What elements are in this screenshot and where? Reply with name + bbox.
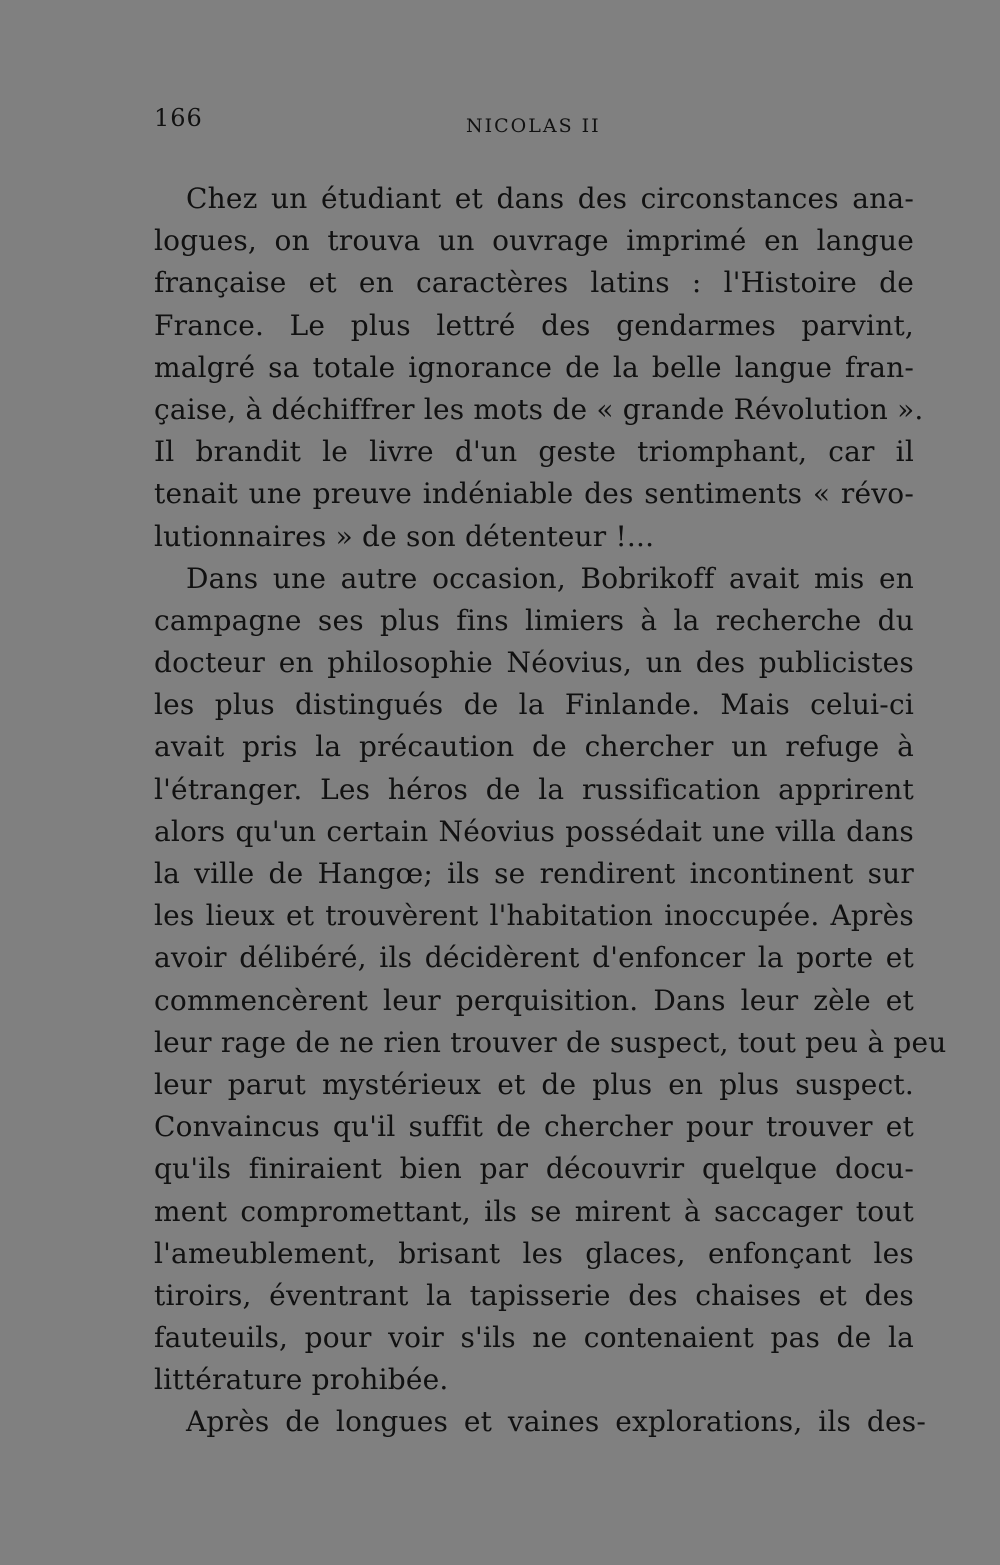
text-line: française et en caractères latins : l'Histoire de: [154, 266, 914, 300]
text-line: logues, on trouva un ouvrage imprimé en langue: [154, 224, 914, 258]
text-line: lutionnaires » de son détenteur !...: [154, 519, 655, 553]
text-line: malgré sa totale ignorance de la belle langue fran-: [154, 350, 914, 384]
text-line: commencèrent leur perquisition. Dans leur zèle et: [154, 983, 914, 1017]
text-line: l'étranger. Les héros de la russification apprirent: [154, 772, 914, 806]
text-line: campagne ses plus fins limiers à la recherche du: [154, 603, 914, 637]
text-line: les lieux et trouvèrent l'habitation inoccupée. Après: [154, 899, 914, 933]
text-line: tenait une preuve indéniable des sentiments « révo-: [154, 477, 914, 511]
text-line: la ville de Hangœ; ils se rendirent incontinent sur: [154, 857, 914, 890]
text-line: littérature prohibée.: [154, 1363, 449, 1397]
text-line: docteur en philosophie Néovius, un des publicistes: [154, 646, 914, 680]
text-line: fauteuils, pour voir s'ils ne contenaient pas de la: [154, 1321, 914, 1355]
page-number: 166: [154, 104, 203, 132]
text-line: les plus distingués de la Finlande. Mais celui-ci: [154, 688, 914, 722]
text-line: leur rage de ne rien trouver de suspect, tout peu à peu: [154, 1025, 947, 1059]
body-text: [154, 178, 947, 1444]
text-line: France. Le plus lettré des gendarmes parvint,: [154, 308, 914, 342]
text-line: tiroirs, éventrant la tapisserie des chaises et des: [154, 1278, 914, 1312]
text-line: avait pris la précaution de chercher un refuge à: [154, 730, 914, 764]
text-line: qu'ils finiraient bien par découvrir quelque docu-: [154, 1152, 914, 1186]
text-line: Dans une autre occasion, Bobrikoff avait mis en: [186, 561, 914, 595]
text-line: Après de longues et vaines explorations, ils des-: [186, 1405, 926, 1439]
text-line: Il brandit le livre d'un geste triomphant, car il: [154, 435, 914, 469]
running-title: NICOLAS II: [466, 115, 601, 137]
text-line: ment compromettant, ils se mirent à saccager tout: [154, 1194, 914, 1228]
text-line: Chez un étudiant et dans des circonstances ana-: [186, 182, 914, 215]
text-line: l'ameublement, brisant les glaces, enfonçant les: [154, 1236, 914, 1270]
text-line: çaise, à déchiffrer les mots de « grande Révolution ».: [154, 392, 924, 426]
text-line: leur parut mystérieux et de plus en plus suspect.: [154, 1067, 914, 1101]
text-line: alors qu'un certain Néovius possédait une villa dans: [154, 814, 914, 848]
text-line: Convaincus qu'il suffit de chercher pour trouver et: [154, 1110, 914, 1144]
text-line: avoir délibéré, ils décidèrent d'enfoncer la porte et: [154, 941, 914, 975]
